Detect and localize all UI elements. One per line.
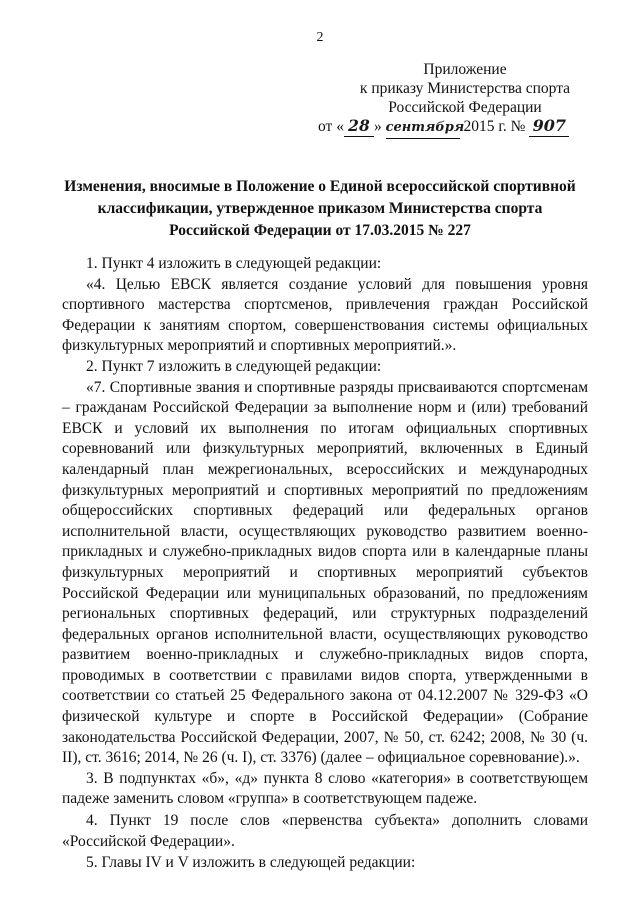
annex-line-1: Приложение: [423, 61, 507, 78]
title-line-1: Изменения, вносимые в Положение о Единой всероссийской спортивной: [64, 178, 576, 195]
handwritten-day: 28: [344, 116, 374, 137]
annex-dateline: [318, 116, 608, 139]
paragraph: 4. Пункт 19 после слов «первенства субъекта» дополнить словами «Российской Федерации».: [62, 812, 588, 850]
handwritten-order-number: 907: [529, 116, 569, 137]
document-body: [62, 254, 588, 874]
paragraph: «4. Целью ЕВСК является создание условий для повышения уровня спортивного мастерства спортсменов, привлечения граждан Российской Федерации к занятиям спортом, совершенствования системы официальных физкультурных мероприятий и спортивных мероприятий.».: [62, 275, 588, 355]
paragraph: 5. Главы IV и V изложить в следующей редакции:: [86, 854, 416, 872]
title-line-2: классификации, утвержденное приказом Министерства спорта: [97, 200, 543, 217]
title-line-3: Российской Федерации от 17.03.2015 № 227: [169, 222, 471, 239]
page-number: 2: [316, 30, 324, 45]
date-mid: »: [373, 118, 382, 135]
annex-line-3: Российской Федерации: [388, 99, 542, 116]
date-year: 2015 г. №: [463, 118, 526, 135]
annex-header: [330, 60, 600, 117]
paragraph: «7. Спортивные звания и спортивные разряды присваиваются спортсменам – гражданам Российской Федерации за выполнение норм и (или) требований ЕВСК и условий их выполнения по итогам официальных спортивных соревнований или физкультурных мероприятий, включенных в Единый календарный план межрегиональных, всероссийских и международных физкультурных мероприятий и спортивных мероприятий по предложениям общероссийских спортивных федераций или федеральных органов исполнительной власти, осуществляющих руководство развитием военно-прикладных и служебно-прикладных видов спорта или в календарные планы физкультурных мероприятий и спортивных мероприятий субъектов Российской Федерации или муниципальных образований, по предложениям региональных спортивных федераций, или структурных подразделений федеральных органов исполнительной власти, осуществляющих руководство развитием военно-прикладных и служебно-прикладных видов спорта, проводимых в соответствии с правилами видов спорта, утвержденными в соответствии со статьей 25 Федерального закона от 04.12.2007 № 329-ФЗ «О физической культуре и спорте в Российской Федерации» (Собрание законодательства Российской Федерации, 2007, № 50, ст. 6242; 2008, № 30 (ч. II), ст. 3616; 2014, № 26 (ч. I), ст. 3376) (далее – официальное соревнование).».: [62, 378, 588, 767]
date-prefix: от «: [318, 118, 344, 135]
paragraph: 1. Пункт 4 изложить в следующей редакции:: [86, 255, 382, 272]
paragraph: 2. Пункт 7 изложить в следующей редакции:: [86, 357, 382, 375]
handwritten-month: сентября: [386, 118, 460, 139]
annex-line-2: к приказу Министерства спорта: [359, 80, 571, 97]
paragraph: 3. В подпунктах «б», «д» пункта 8 слово «категория» в соответствующем падеже заменить словом «группа» в соответствующем падеже.: [62, 769, 588, 808]
document-title: [60, 176, 580, 242]
